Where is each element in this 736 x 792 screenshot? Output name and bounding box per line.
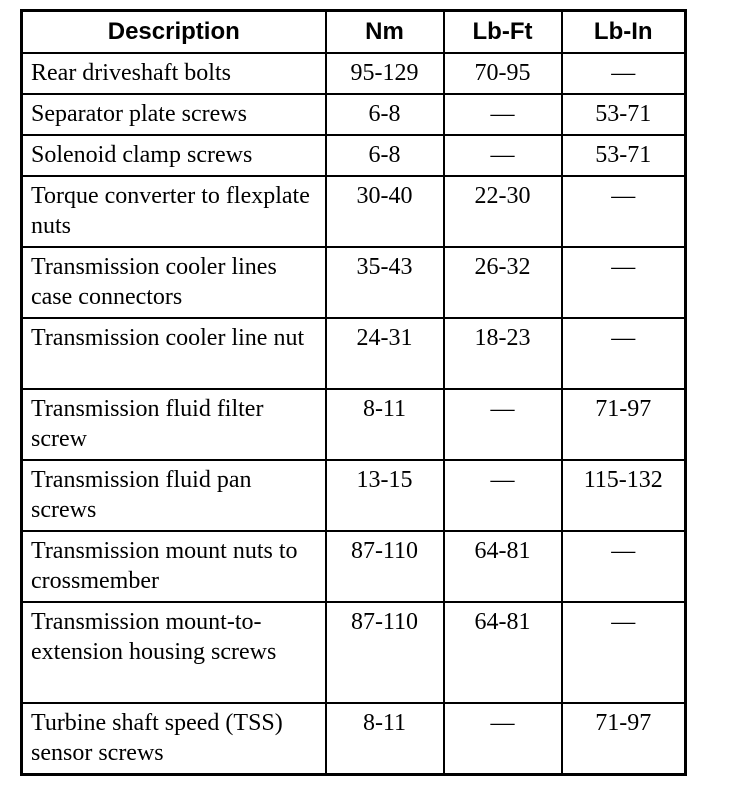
cell-description: Transmission fluid pan screws [22,460,326,531]
cell-lbft: — [444,460,562,531]
table-row [22,703,686,774]
cell-lbft: 26-32 [444,247,562,318]
cell-nm: 95-129 [326,53,444,94]
cell-description: Transmission mount nuts to crossmember [22,531,326,602]
cell-description: Transmission cooler lines case connectors [22,247,326,318]
torque-spec-table [20,9,687,776]
cell-lbft: 64-81 [444,602,562,703]
cell-lbin: 115-132 [562,460,686,531]
header-lbft: Lb-Ft [444,11,562,54]
cell-description: Separator plate screws [22,94,326,135]
table-row [22,53,686,94]
cell-lbin: — [562,53,686,94]
table-row [22,389,686,460]
cell-description: Transmission fluid filter screw [22,389,326,460]
table-row [22,176,686,247]
cell-lbft: — [444,94,562,135]
cell-nm: 13-15 [326,460,444,531]
cell-nm: 30-40 [326,176,444,247]
cell-description: Torque converter to flexplate nuts [22,176,326,247]
cell-description: Transmission mount-to-extension housing screws [22,602,326,703]
table-row [22,135,686,176]
cell-lbft: — [444,703,562,774]
cell-lbin: — [562,318,686,389]
cell-nm: 24-31 [326,318,444,389]
cell-description: Transmission cooler line nut [22,318,326,389]
cell-nm: 6-8 [326,135,444,176]
cell-nm: 87-110 [326,602,444,703]
header-lbin: Lb-In [562,11,686,54]
cell-description: Solenoid clamp screws [22,135,326,176]
table-row [22,531,686,602]
cell-description: Rear driveshaft bolts [22,53,326,94]
cell-lbin: 71-97 [562,703,686,774]
cell-lbft: — [444,135,562,176]
cell-lbft: 18-23 [444,318,562,389]
table-row [22,94,686,135]
cell-lbft: 70-95 [444,53,562,94]
table-row [22,602,686,703]
cell-lbft: 22-30 [444,176,562,247]
table-row [22,247,686,318]
cell-lbin: 53-71 [562,135,686,176]
cell-description: Turbine shaft speed (TSS) sensor screws [22,703,326,774]
cell-lbft: — [444,389,562,460]
cell-lbin: 53-71 [562,94,686,135]
header-nm: Nm [326,11,444,54]
cell-nm: 8-11 [326,389,444,460]
cell-lbft: 64-81 [444,531,562,602]
cell-lbin: 71-97 [562,389,686,460]
header-description: Description [22,11,326,54]
cell-lbin: — [562,602,686,703]
cell-nm: 35-43 [326,247,444,318]
cell-lbin: — [562,247,686,318]
cell-nm: 6-8 [326,94,444,135]
cell-lbin: — [562,531,686,602]
cell-nm: 87-110 [326,531,444,602]
cell-lbin: — [562,176,686,247]
cell-nm: 8-11 [326,703,444,774]
header-row [22,11,686,54]
table-row [22,460,686,531]
table-row [22,318,686,389]
